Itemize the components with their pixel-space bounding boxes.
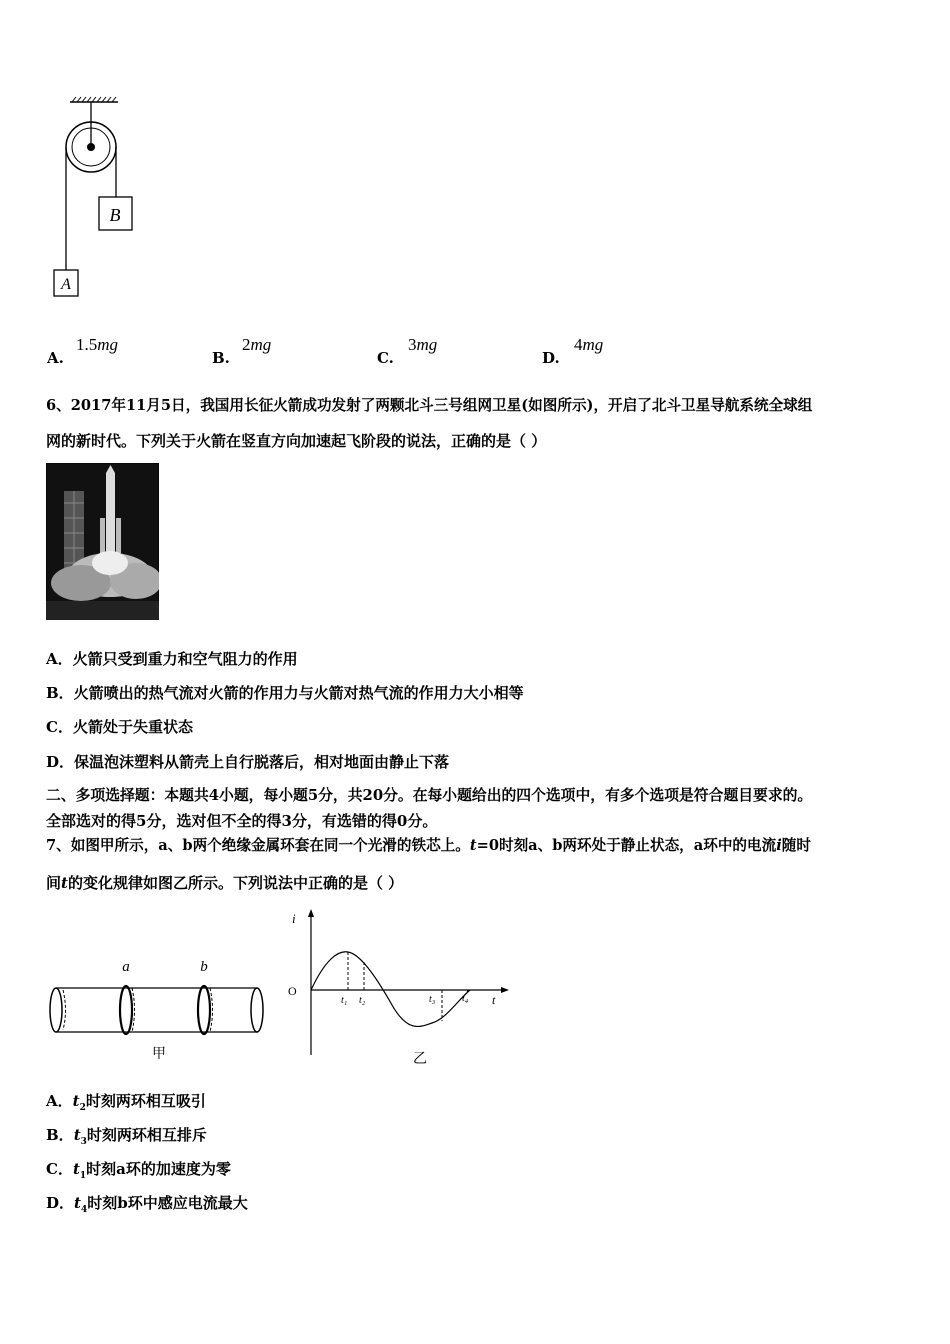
ring-b (198, 986, 213, 1034)
figure-jia-caption: 甲 (152, 1047, 166, 1062)
q7-option-b: B．$t_3$时刻两环相互排斥 (46, 1126, 207, 1147)
q5-option-a (47, 335, 197, 375)
pulley-figure (40, 90, 150, 305)
t2-label: t₂ (359, 995, 366, 1006)
ring-a (120, 986, 135, 1034)
q5-option-c (377, 335, 527, 375)
y-axis-label: i (292, 911, 296, 926)
block-a-label: A (61, 276, 71, 293)
ring-b-label: b (200, 959, 208, 975)
q5-option-a-letter: A. (47, 349, 64, 367)
q6-stem-line2: 网的新时代。下列关于火箭在竖直方向加速起飞阶段的说法，正确的是（ ） (46, 432, 547, 450)
q5-option-d-value: 4mg (574, 335, 604, 354)
q7-option-d: D．$t_4$时刻b环中感应电流最大 (46, 1194, 248, 1215)
block-b-label: B (109, 205, 121, 225)
q6-stem-line1: 6、2017年11月5日，我国用长征火箭成功发射了两颗北斗三号组网卫星(如图所示)，开启了北斗卫星导航系统全球组 (46, 397, 813, 414)
q5-option-d-letter: D. (542, 349, 560, 367)
q5-option-a-value: 1.5mg (76, 335, 119, 354)
t4-label: t₄ (462, 993, 469, 1004)
q7-stem-line2: 间t的变化规律如图乙所示。下列说法中正确的是（ ） (46, 874, 404, 892)
section2-header-line1: 二、多项选择题：本题共4小题，每小题5分，共20分。在每小题给出的四个选项中，有多个选项是符合题目要求的。 (46, 787, 813, 804)
q5-option-b-letter: B. (212, 349, 230, 367)
q5-option-b-value: 2mg (242, 335, 272, 354)
q7-stem-line1: 7、如图甲所示，a、b两个绝缘金属环套在同一个光滑的铁芯上。t=0时刻a、b两环处于静止状态，a环中的电流i随时 (46, 837, 811, 854)
x-axis-label: t (492, 993, 496, 1007)
current-curve (311, 952, 470, 1027)
q7-option-a: A．$t_2$时刻两环相互吸引 (46, 1092, 206, 1113)
iron-core-figure (44, 952, 274, 1064)
q5-option-d (542, 335, 692, 375)
current-time-graph (280, 905, 515, 1070)
section2-header-line2: 全部选对的得5分，选对但不全的得3分，有选错的得0分。 (46, 812, 438, 830)
q6-option-a: A．火箭只受到重力和空气阻力的作用 (46, 650, 298, 668)
q6-option-d: D．保温泡沫塑料从箭壳上自行脱落后，相对地面由静止下落 (46, 753, 450, 771)
rocket-launch-photo (46, 463, 159, 620)
figure-yi-caption: 乙 (413, 1052, 427, 1067)
t3-label: t₃ (429, 994, 436, 1005)
origin-label: O (288, 984, 297, 998)
q6-option-c: C．火箭处于失重状态 (46, 718, 193, 736)
q6-option-b: B．火箭喷出的热气流对火箭的作用力与火箭对热气流的作用力大小相等 (46, 684, 524, 702)
q7-option-c: C．$t_1$时刻a环的加速度为零 (46, 1160, 231, 1181)
q5-option-c-value: 3mg (408, 335, 438, 354)
q5-option-c-letter: C. (377, 349, 394, 367)
t1-label: t₁ (341, 995, 348, 1006)
ring-a-label: a (122, 959, 130, 975)
q5-option-b (212, 335, 362, 375)
